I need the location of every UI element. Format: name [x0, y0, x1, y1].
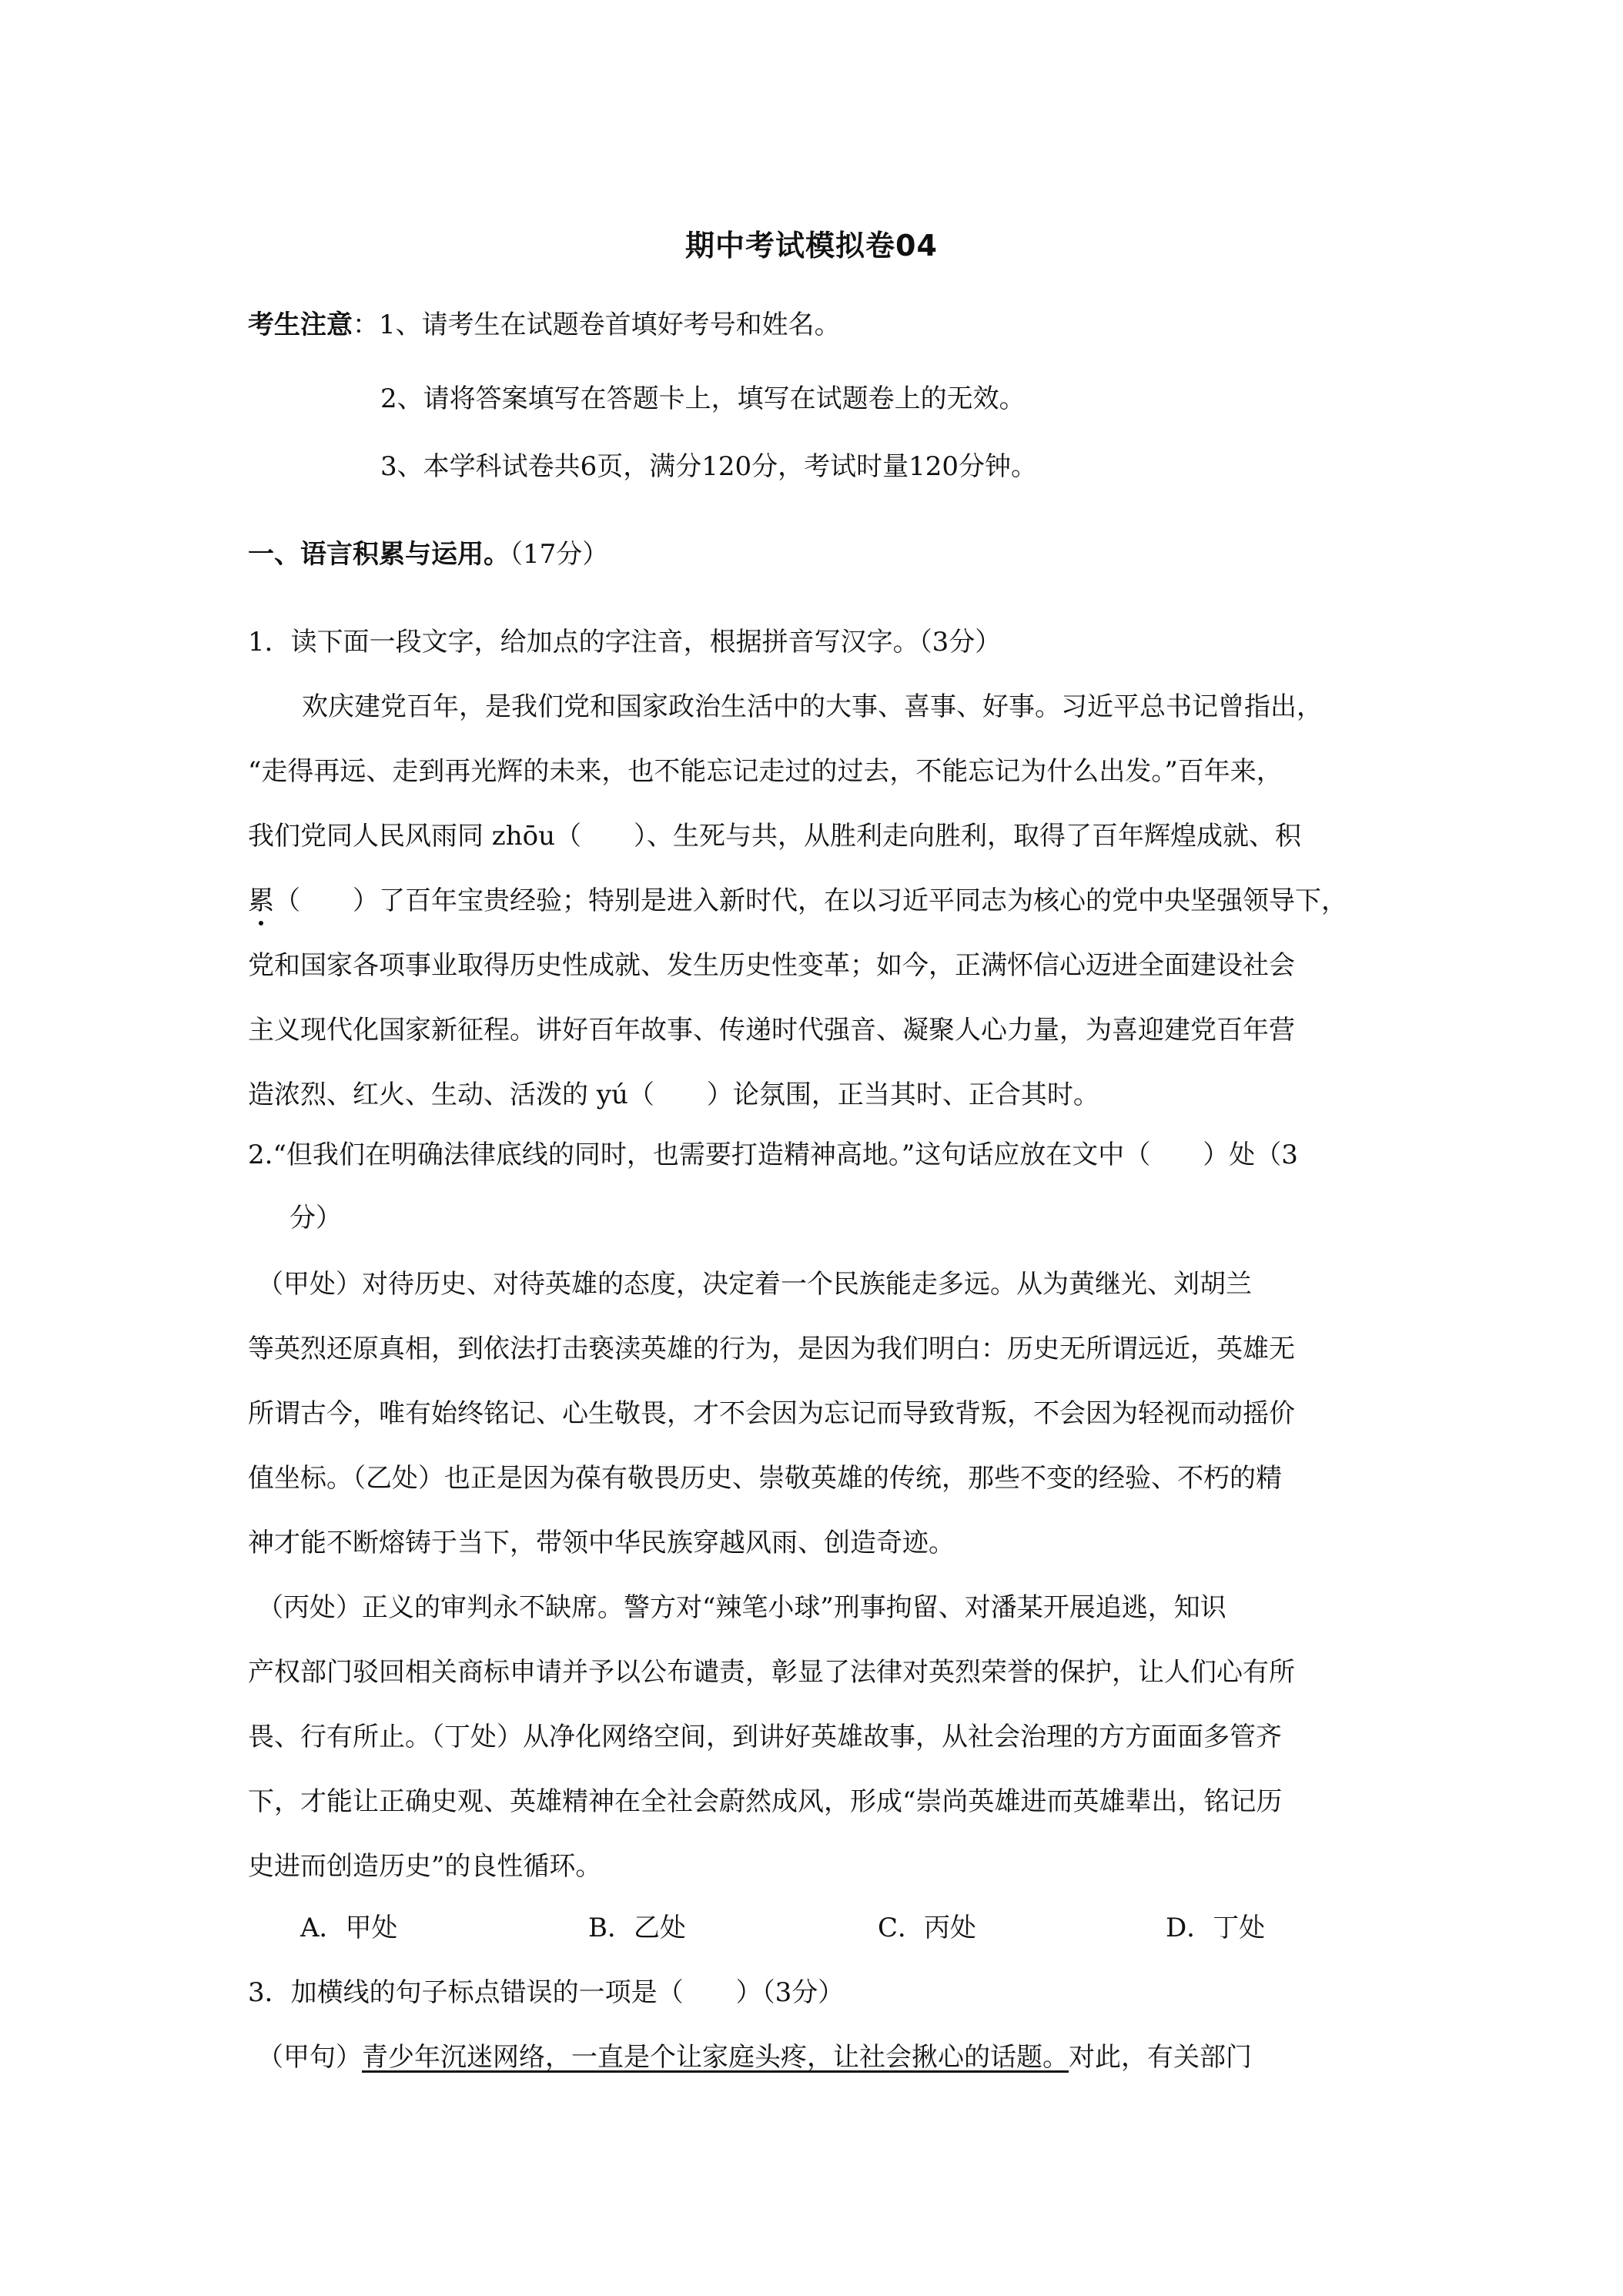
- q3-suffix: 对此，有关部门: [1069, 2042, 1252, 2073]
- q2-para2-line-5: 史进而创造历史”的良性循环。: [248, 1851, 602, 1882]
- q1-stem: 1．读下面一段文字，给加点的字注音，根据拼音写汉字。（3分）: [248, 627, 1002, 658]
- q3-stem: 3．加横线的句子标点错误的一项是（ ）（3分）: [248, 1977, 845, 2008]
- q1-line-2: “走得再远、走到再光辉的未来，也不能忘记走过的过去，不能忘记为什么出发。”百年来，: [248, 756, 1283, 787]
- q2-para1-line-3: 所谓古今，唯有始终铭记、心生敬畏，才不会因为忘记而导致背叛，不会因为轻视而动摇价: [248, 1398, 1295, 1429]
- notice-item-2: 2、请将答案填写在答题卡上，填写在试题卷上的无效。: [380, 383, 1026, 414]
- notice-item-1: 1、请考生在试题卷首填好考号和姓名。: [379, 310, 841, 340]
- q1-line-4: [248, 884, 1392, 918]
- q1-line-3: 我们党同人民风雨同 zhōu（ ）、生死与共，从胜利走向胜利，取得了百年辉煌成就、积: [248, 821, 1301, 852]
- q2-para1-line-5: 神才能不断熔铸于当下，带领中华民族穿越风雨、创造奇迹。: [248, 1528, 955, 1558]
- q2-para1-line-2: 等英烈还原真相，到依法打击亵渎英雄的行为，是因为我们明白：历史无所谓远近，英雄无: [248, 1334, 1295, 1364]
- q1-line-5: 党和国家各项事业取得历史性成就、发生历史性变革；如今，正满怀信心迈进全面建设社会: [248, 950, 1295, 981]
- section-heading-text: 一、语言积累与运用。: [248, 539, 510, 570]
- q2-para2-line-4: 下，才能让正确史观、英雄精神在全社会蔚然成风，形成“崇尚英雄进而英雄辈出，铭记历: [248, 1786, 1283, 1817]
- q2-stem-line-2: 分）: [289, 1203, 342, 1233]
- q1-line-4-text: （ ）了百年宝贵经验；特别是进入新时代，在以习近平同志为核心的党中央坚强领导下，: [274, 885, 1347, 916]
- notice-separator: ：: [353, 310, 379, 340]
- section-heading: [248, 537, 608, 571]
- notice-label: 考生注意: [248, 310, 353, 340]
- option-b: B．乙处: [588, 1913, 686, 1943]
- q1-line-6: 主义现代化国家新征程。讲好百年故事、传递时代强音、凝聚人心力量，为喜迎建党百年营: [248, 1015, 1295, 1046]
- option-d: D．丁处: [1166, 1913, 1266, 1943]
- notice-line-1: [248, 308, 1392, 342]
- section-score: （17分）: [510, 539, 609, 570]
- notice-item-3: 3、本学科试卷共6页，满分120分，考试时量120分钟。: [380, 451, 1038, 482]
- dotted-char: 累: [248, 885, 274, 916]
- q2-para2-line-2: 产权部门驳回相关商标申请并予以公布谴责，彰显了法律对英烈荣誉的保护，让人们心有所: [248, 1657, 1295, 1688]
- q2-para2-line-1: （丙处）正义的审判永不缺席。警方对“辣笔小球”刑事拘留、对潘某开展追逃，知识: [257, 1592, 1226, 1623]
- q2-para1-line-4: 值坐标。（乙处）也正是因为葆有敬畏历史、崇敬英雄的传统，那些不变的经验、不朽的精: [248, 1463, 1282, 1494]
- q3-line-1: [257, 2040, 1392, 2074]
- q3-underlined-sentence: 青少年沉迷网络，一直是个让家庭头疼，让社会揪心的话题。: [362, 2042, 1069, 2073]
- option-a: A．甲处: [300, 1913, 398, 1943]
- q2-stem-line-1: 2.“但我们在明确法律底线的同时，也需要打造精神高地。”这句话应放在文中（ ）处（3: [248, 1140, 1298, 1170]
- q2-para1-line-1: （甲处）对待历史、对待英雄的态度，决定着一个民族能走多远。从为黄继光、刘胡兰: [257, 1269, 1252, 1300]
- page-title: 期中考试模拟卷04: [685, 229, 938, 263]
- q3-prefix: （甲句）: [257, 2042, 362, 2073]
- q2-para2-line-3: 畏、行有所止。（丁处）从净化网络空间，到讲好英雄故事，从社会治理的方方面面多管齐: [248, 1722, 1282, 1752]
- q1-line-7: 造浓烈、红火、生动、活泼的 yú（ ）论氛围，正当其时、正合其时。: [248, 1079, 1099, 1110]
- q1-line-1: 欢庆建党百年，是我们党和国家政治生活中的大事、喜事、好事。习近平总书记曾指出，: [302, 691, 1323, 722]
- option-c: C．丙处: [878, 1913, 977, 1943]
